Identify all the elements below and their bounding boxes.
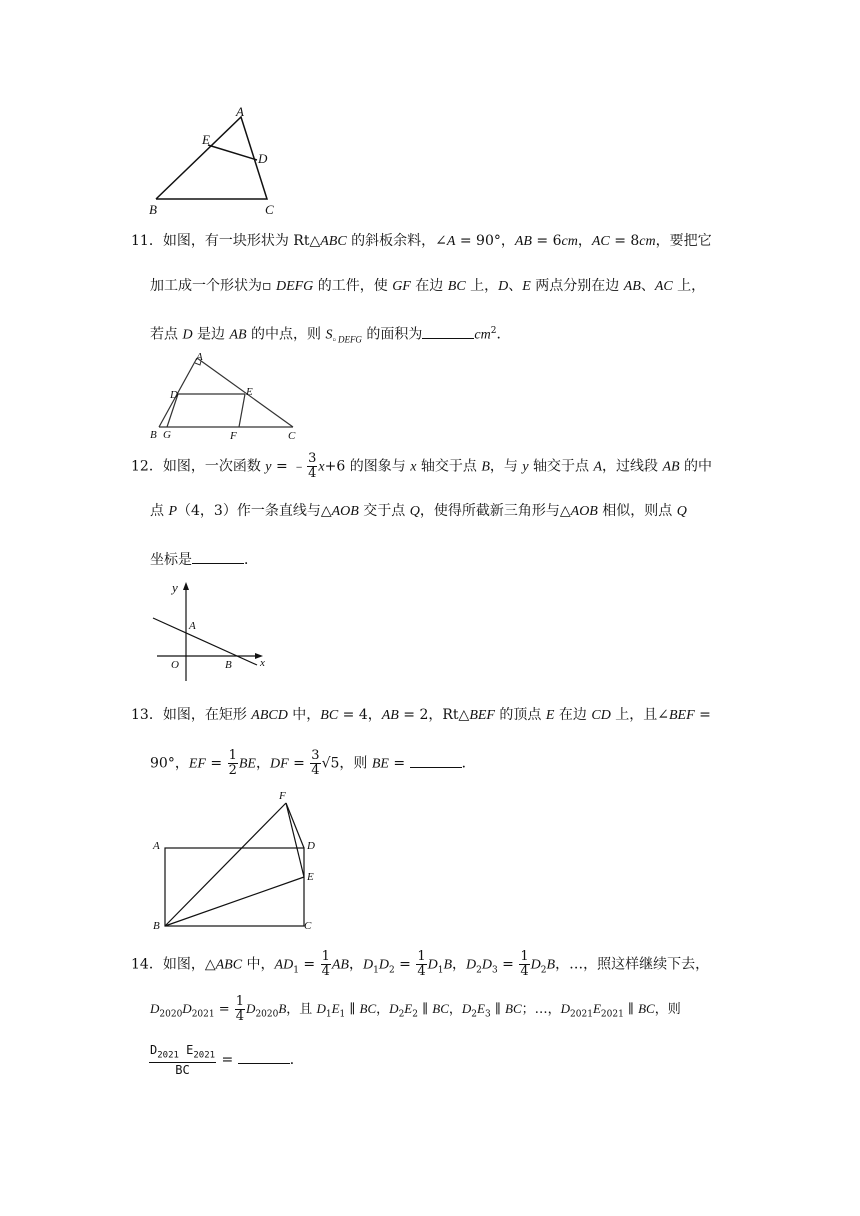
label-f: F	[279, 790, 286, 802]
q11-line-2: 加工成一个形状为▫ DEFG 的工件，使 GF 在边 BC 上，D、E 两点分别在边 AB、AC 上，	[150, 278, 706, 294]
label-b: B	[225, 659, 232, 671]
label-b: B	[150, 429, 157, 441]
function-line	[153, 618, 257, 665]
label-f: F	[230, 430, 237, 442]
label-a: A	[153, 840, 160, 852]
label-o: O	[171, 659, 179, 671]
label-c: C	[288, 430, 296, 442]
q12-line-1: 12．如图，一次函数 y = ﹣ $\frac{3}{4}$ x+6 的图象与 x 轴交于点 B，与 y 轴交于点 A，过线段 AB 的中	[131, 451, 713, 481]
q14-line-2: $D_{2020}D_{2021}$ = $\frac{1}{4}$ $D_{2020}B$，且 $D_1E_1$ ∥ BC，$D_2E_2$ ∥ BC，$D_2E_3$ ∥ BC；…，$D_{2021}E_{2021}$ ∥ BC，则	[150, 994, 681, 1024]
label-b: B	[149, 202, 157, 217]
side-ac	[197, 358, 293, 427]
answer-blank-q11[interactable]	[422, 324, 474, 339]
q12-line-2: 点 P（4，3）作一条直线与△AOB 交于点 Q，使得所截新三角形与△AOB 相似，则点 Q	[150, 503, 687, 519]
label-e: E	[246, 386, 253, 398]
label-x: x	[260, 657, 265, 669]
segment-ef	[239, 394, 245, 427]
label-c: C	[304, 920, 312, 932]
rectangle-abcd	[165, 848, 304, 926]
label-a: A	[236, 104, 244, 119]
q14-line-1: 14．如图，△ABC 中，$AD_1$ = $\frac{1}{4}$ AB，$D_1D_2$ = $\frac{1}{4}$ $D_1B$，$D_2D_3$ = $\frac{1}{4}$ $D_2B$，…，照这样继续下去，	[131, 949, 710, 979]
fraction-1-4: $\frac{1}{4}$	[321, 949, 330, 979]
fraction-3-4: $\frac{3}{4}$	[308, 451, 317, 481]
fraction-1-2: $\frac{1}{2}$	[228, 748, 237, 778]
label-a: A	[189, 620, 196, 632]
label-g: G	[163, 429, 171, 441]
label-d: D	[307, 840, 315, 852]
figure-triangle-abc-ed	[140, 100, 290, 220]
fraction-3-4: $\frac{3}{4}$	[311, 748, 320, 778]
fraction-1-4: $\frac{1}{4}$	[417, 949, 426, 979]
label-d: D	[258, 151, 268, 166]
figure-rectangle-abcd	[148, 785, 328, 935]
q13-line-1: 13．如图，在矩形 ABCD 中，BC = 4，AB = 2，Rt△BEF 的顶点 E 在边 CD 上，且∠BEF =	[131, 707, 711, 723]
segment-ed	[208, 145, 257, 160]
answer-blank-q14[interactable]	[238, 1049, 290, 1064]
q14-line-3: $\frac{D_{2021} E_{2021}}{BC}$ = ．	[150, 1043, 304, 1078]
fraction-1-4: $\frac{1}{4}$	[520, 949, 529, 979]
figure-parallelogram-defg	[145, 350, 305, 445]
y-arrow-icon	[183, 582, 189, 590]
label-b: B	[153, 920, 160, 932]
label-d: D	[170, 389, 178, 401]
side-ba	[159, 358, 197, 427]
answer-blank-q13[interactable]	[410, 753, 462, 768]
q11-line-1: 11．如图，有一块形状为 Rt△ABC 的斜板余料，∠A = 90°，AB = 6cm，AC = 8cm，要把它	[131, 233, 712, 249]
q11-line-3: 若点 D 是边 AB 的中点，则 $S_{▫ DEFG}$ 的面积为 $cm^2$．	[150, 322, 510, 348]
label-c: C	[265, 202, 274, 217]
fraction-1-4: $\frac{1}{4}$	[235, 994, 245, 1024]
sqrt-5: √5	[321, 755, 340, 772]
q12-line-3: 坐标是 ．	[150, 549, 258, 569]
segment-be	[165, 877, 304, 926]
segment-bf	[165, 803, 286, 926]
label-e: E	[307, 871, 314, 883]
q13-line-2: 90°，EF = $\frac{1}{2}$ BE，DF = $\frac{3}{4}$ √5，则 BE = ．	[150, 748, 476, 778]
label-a: A	[196, 351, 203, 363]
label-e: E	[202, 132, 210, 147]
answer-blank-q12[interactable]	[192, 549, 244, 564]
fraction-d2021e2021-over-bc: $\frac{D_{2021} E_{2021}}{BC}$	[150, 1043, 216, 1078]
figure-coordinate-axes	[145, 580, 280, 685]
label-y: y	[172, 580, 178, 595]
